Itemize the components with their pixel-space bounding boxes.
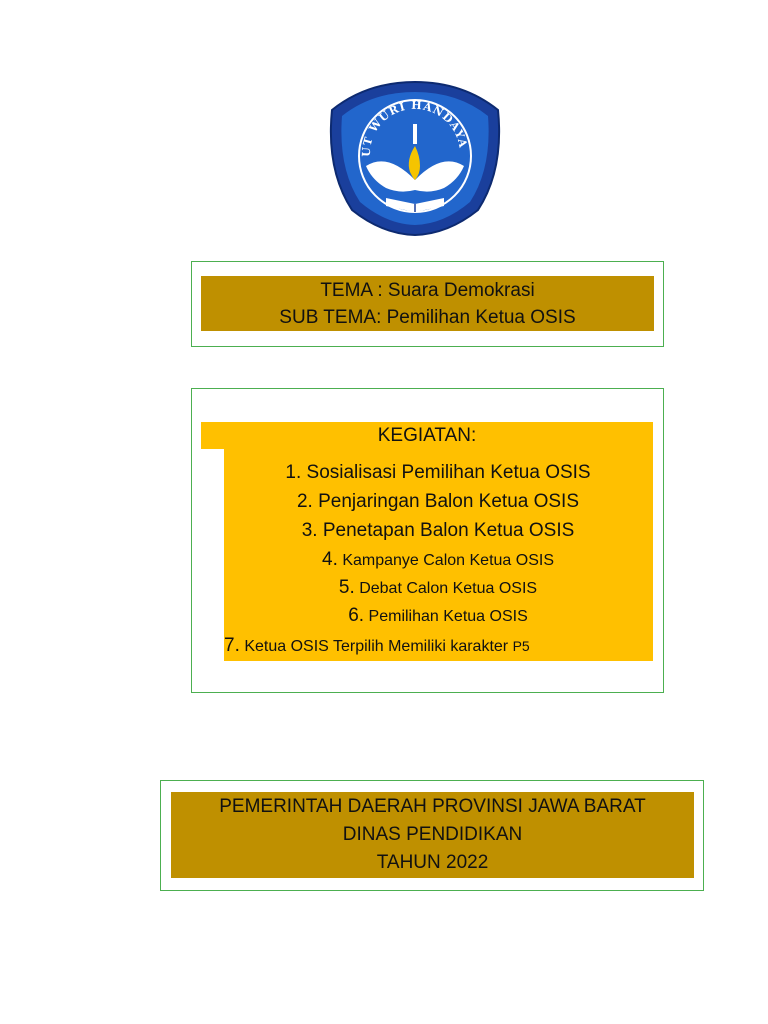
- list-item: 6. Pemilihan Ketua OSIS: [348, 605, 528, 626]
- list-item: 7. Ketua OSIS Terpilih Memiliki karakter P5: [224, 635, 530, 656]
- tema-band: [201, 276, 654, 331]
- list-item: 1. Sosialisasi Pemilihan Ketua OSIS: [285, 462, 591, 483]
- logo-motto: UT WURI HANDAYA: [359, 98, 470, 158]
- subtema-title: SUB TEMA: Pemilihan Ketua OSIS: [279, 307, 576, 328]
- kegiatan-title: KEGIATAN:: [377, 425, 477, 446]
- list-item: 3. Penetapan Balon Ketua OSIS: [301, 520, 575, 541]
- tema-title: TEMA : Suara Demokrasi: [320, 280, 535, 301]
- kegiatan-list-band: [224, 449, 653, 661]
- kegiatan-title-band: [201, 422, 653, 449]
- list-item: 2. Penjaringan Balon Ketua OSIS: [296, 491, 580, 512]
- footer-tahun: TAHUN 2022: [376, 852, 489, 873]
- footer-pemerintah: PEMERINTAH DAERAH PROVINSI JAWA BARAT: [219, 796, 646, 817]
- tut-wuri-handayani-logo: [328, 80, 502, 236]
- list-item: 4. Kampanye Calon Ketua OSIS: [322, 549, 554, 570]
- list-item: 5. Debat Calon Ketua OSIS: [338, 577, 538, 598]
- footer-band: [171, 792, 694, 878]
- footer-dinas: DINAS PENDIDIKAN: [342, 824, 523, 845]
